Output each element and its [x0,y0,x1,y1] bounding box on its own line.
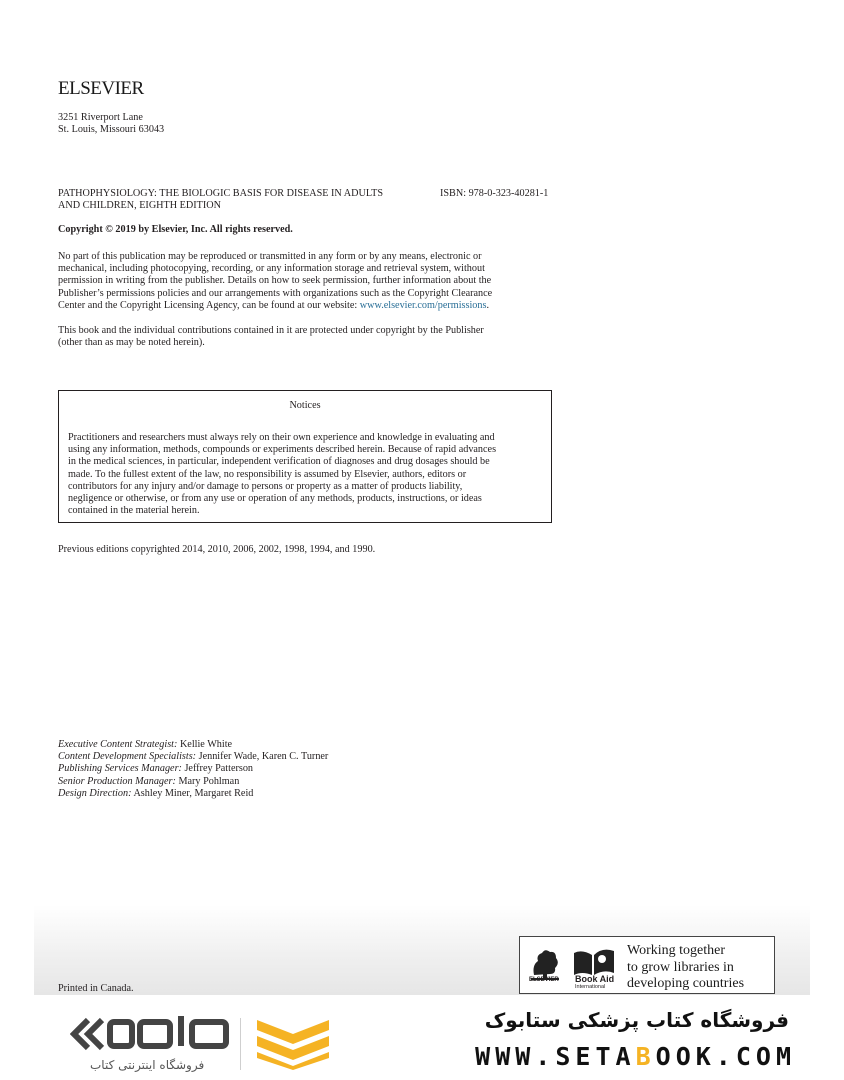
setabook-logo-subtitle: فروشگاه اینترنتی کتاب [90,1058,205,1072]
book-aid-tagline [627,943,744,993]
credit-name: Ashley Miner, Margaret Reid [131,787,254,799]
protection-line-2: (other than as may be noted herein). [58,337,205,349]
notices-line: using any information, methods, compounds or experiments described herein. Because of rapid advances [68,444,497,456]
credit-role: Executive Content Strategist: [58,739,178,750]
setabook-footer [0,1000,844,1080]
protection-paragraph [58,325,554,349]
credit-role: Senior Production Manager: [58,775,176,787]
credit-name: Kellie White [177,739,233,750]
credit-item [58,763,328,775]
tagline-line-3: developing countries [627,976,745,991]
notices-text [68,432,544,517]
url-highlight: B [635,1042,656,1071]
notices-line: negligence or otherwise, or from any use or operation of any methods, products, instructions, or ideas [68,493,482,505]
book-title-line-2: AND CHILDREN, EIGHTH EDITION [58,200,221,212]
permissions-line-5-suffix: . [486,299,489,311]
publisher-logo-text: ELSEVIER [58,78,144,99]
permissions-line-5-prefix: Center and the Copyright Licensing Agency, can be found at our website: [58,299,360,311]
notices-line: Practitioners and researchers must always rely on their own experience and knowledge in evaluating and [68,432,495,443]
store-name: فروشگاه کتاب پزشکی ستابوک [484,1008,789,1032]
store-url[interactable] [475,1042,796,1071]
protection-line-1: This book and the individual contributions contained in it are protected under copyright by the Publisher [58,325,484,336]
notices-line: in the medical sciences, in particular, independent verification of diagnoses and drug dosages should be [68,456,490,468]
address-line-1: 3251 Riverport Lane [58,112,143,123]
credit-item [58,788,328,800]
permissions-paragraph [58,251,554,312]
isbn: ISBN: 978-0-323-40281-1 [440,188,549,199]
book-aid-sub: International [575,984,606,990]
credit-item [58,776,328,788]
notices-box [58,390,552,523]
copyright-notice: Copyright © 2019 by Elsevier, Inc. All rights reserved. [58,224,293,235]
book-title [58,188,418,212]
notices-line: contributors for any injury and/or damage to persons or property as a matter of products liability, [68,480,463,492]
tagline-line-1: Working together [627,943,726,958]
permissions-link[interactable]: www.elsevier.com/permissions [359,299,487,311]
credit-name: Mary Pohlman [175,775,240,787]
book-title-line-1: PATHOPHYSIOLOGY: THE BIOLOGIC BASIS FOR DISEASE IN ADULTS [58,188,384,199]
permissions-line-2: mechanical, including photocopying, recording, or any information storage and retrieval system, without [58,263,485,275]
tagline-line-2: to grow libraries in [627,959,734,975]
credit-item [58,751,328,763]
credits-list [58,739,328,800]
previous-editions: Previous editions copyrighted 2014, 2010, 2006, 2002, 1998, 1994, and 1990. [58,544,376,555]
book-aid-banner [519,936,775,994]
url-part-2: OOK.COM [655,1042,796,1071]
publisher-address [58,112,164,136]
elsevier-small-label: ELSEVIER [529,977,559,983]
notices-line: contained in the material herein. [68,505,200,517]
credit-item [58,739,328,751]
permissions-line-4: Publisher’s permissions policies and our arrangements with organizations such as the Copyright Clearance [58,287,493,299]
footer-separator [240,1018,241,1070]
notices-line: made. To the fullest extent of the law, no responsibility is assumed by Elsevier, authors, editors or [68,468,467,480]
setabook-logo-icon [70,1012,235,1060]
permissions-line-5 [58,300,554,312]
setabook-chevron-icon [255,1018,331,1070]
notices-title: Notices [289,400,321,411]
credit-role: Design Direction: [58,787,132,799]
permissions-line-1: No part of this publication may be reproduced or transmitted in any form or by any means, electronic or [58,251,482,262]
credit-name: Jeffrey Patterson [181,763,254,775]
credit-role: Content Development Specialists: [58,751,197,763]
permissions-line-3: permission in writing from the publisher. Details on how to seek permission, further information about the [58,275,492,287]
credit-name: Jennifer Wade, Karen C. Turner [196,751,329,763]
printed-in: Printed in Canada. [58,983,134,994]
url-part-1: WWW.SETA [475,1042,636,1071]
address-line-2: St. Louis, Missouri 63043 [58,124,165,136]
credit-role: Publishing Services Manager: [58,763,182,775]
book-aid-name: Book Aid [575,974,615,984]
